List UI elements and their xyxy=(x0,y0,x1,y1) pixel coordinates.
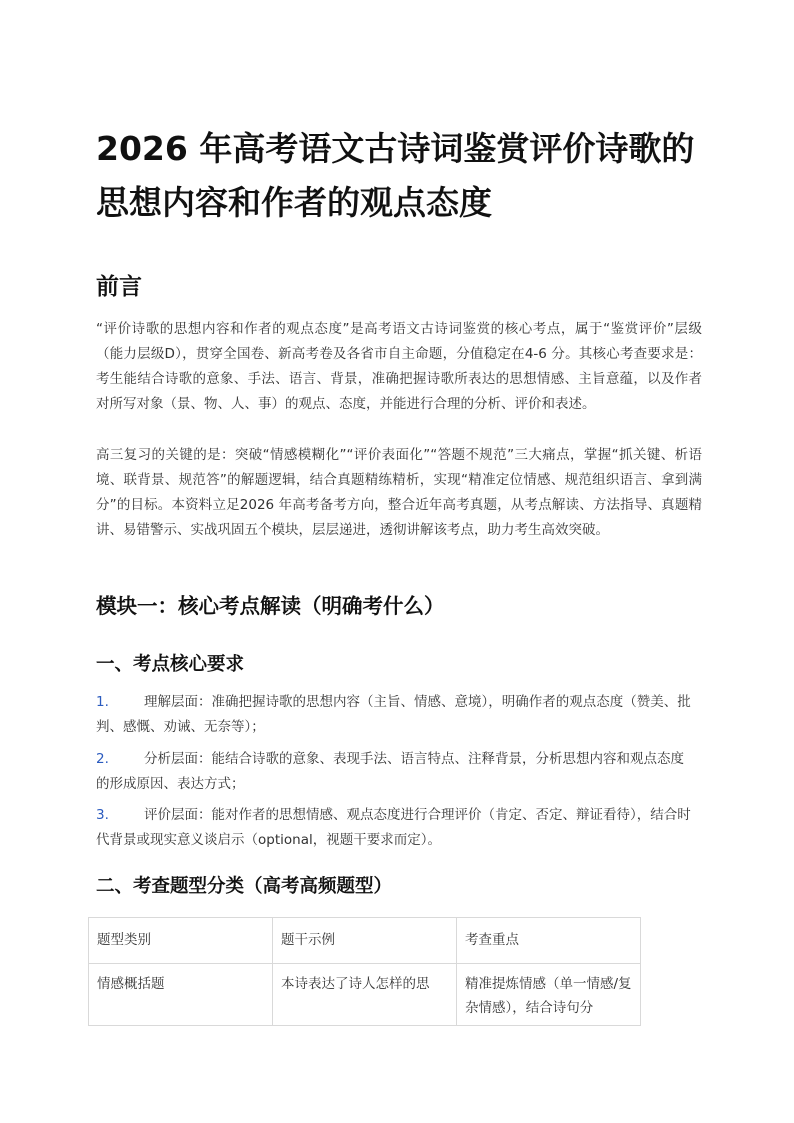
table-cell xyxy=(457,964,641,1026)
section-1-heading: 一、考点核心要求 xyxy=(96,654,245,675)
requirement-item-2 xyxy=(96,747,696,797)
cell-text: 本诗表达了诗人怎样的思 xyxy=(281,976,430,992)
table-header-cell: 题型类别 xyxy=(89,918,273,964)
table-header-cell: 题干示例 xyxy=(273,918,457,964)
cell-text: 情感概括题 xyxy=(97,976,165,992)
preface-paragraph-2: 高三复习的关键的是：突破“情感模糊化”“评价表面化”“答题不规范”三大痛点，掌握“抓关键、析语境、联背景、规范答”的解题逻辑，结合真题精练精析，实现“精准定位情感、规范组织语言、拿到满分”的目标。本资料立足2026 年高考备考方向，整合近年高考真题，从考点解读、方法指导、真题精讲、易错警示、实战巩固五个模块，层层递进，透彻讲解该考点，助力考生高效突破。 xyxy=(96,447,702,538)
table-header-row xyxy=(89,918,641,964)
list-number: 1. xyxy=(96,694,109,710)
section-2-heading: 二、考查题型分类（高考高频题型） xyxy=(96,876,393,897)
list-number: 2. xyxy=(96,751,109,767)
module-1-heading: 模块一：核心考点解读（明确考什么） xyxy=(96,594,445,618)
requirement-text: 理解层面：准确把握诗歌的思想内容（主旨、情感、意境），明确作者的观点态度（赞美、批判、感慨、劝诫、无奈等）； xyxy=(96,694,691,735)
list-number: 3. xyxy=(96,807,109,823)
requirement-text: 评价层面：能对作者的思想情感、观点态度进行合理评价（肯定、否定、辩证看待），结合时代背景或现实意义谈启示（optional，视题干要求而定）。 xyxy=(96,807,691,848)
requirement-text: 分析层面：能结合诗歌的意象、表现手法、语言特点、注释背景，分析思想内容和观点态度的形成原因、表达方式； xyxy=(96,751,684,792)
requirement-item-1 xyxy=(96,690,696,740)
preface-paragraph-1: “评价诗歌的思想内容和作者的观点态度”是高考语文古诗词鉴赏的核心考点，属于“鉴赏评价”层级（能力层级D），贯穿全国卷、新高考卷及各省市自主命题，分值稳定在4-6 分。其核心考查要求是：考生能结合诗歌的意象、手法、语言、背景，准确把握诗歌所表达的思想情感、主旨意蕴，以及作者对所写对象（景、物、人、事）的观点、态度，并能进行合理的分析、评价和表述。 xyxy=(96,321,702,412)
table-cell xyxy=(89,964,273,1026)
question-type-table xyxy=(88,917,641,1026)
cell-text: 精准提炼情感（单一情感/复杂情感），结合诗句分 xyxy=(465,976,632,1016)
table-cell xyxy=(273,964,457,1026)
table-row xyxy=(89,964,641,1026)
table-header-cell: 考查重点 xyxy=(457,918,641,964)
preface-heading: 前言 xyxy=(96,274,142,300)
document-title: 2026 年高考语文古诗词鉴赏评价诗歌的思想内容和作者的观点态度 xyxy=(96,129,695,222)
requirement-item-3 xyxy=(96,803,696,853)
